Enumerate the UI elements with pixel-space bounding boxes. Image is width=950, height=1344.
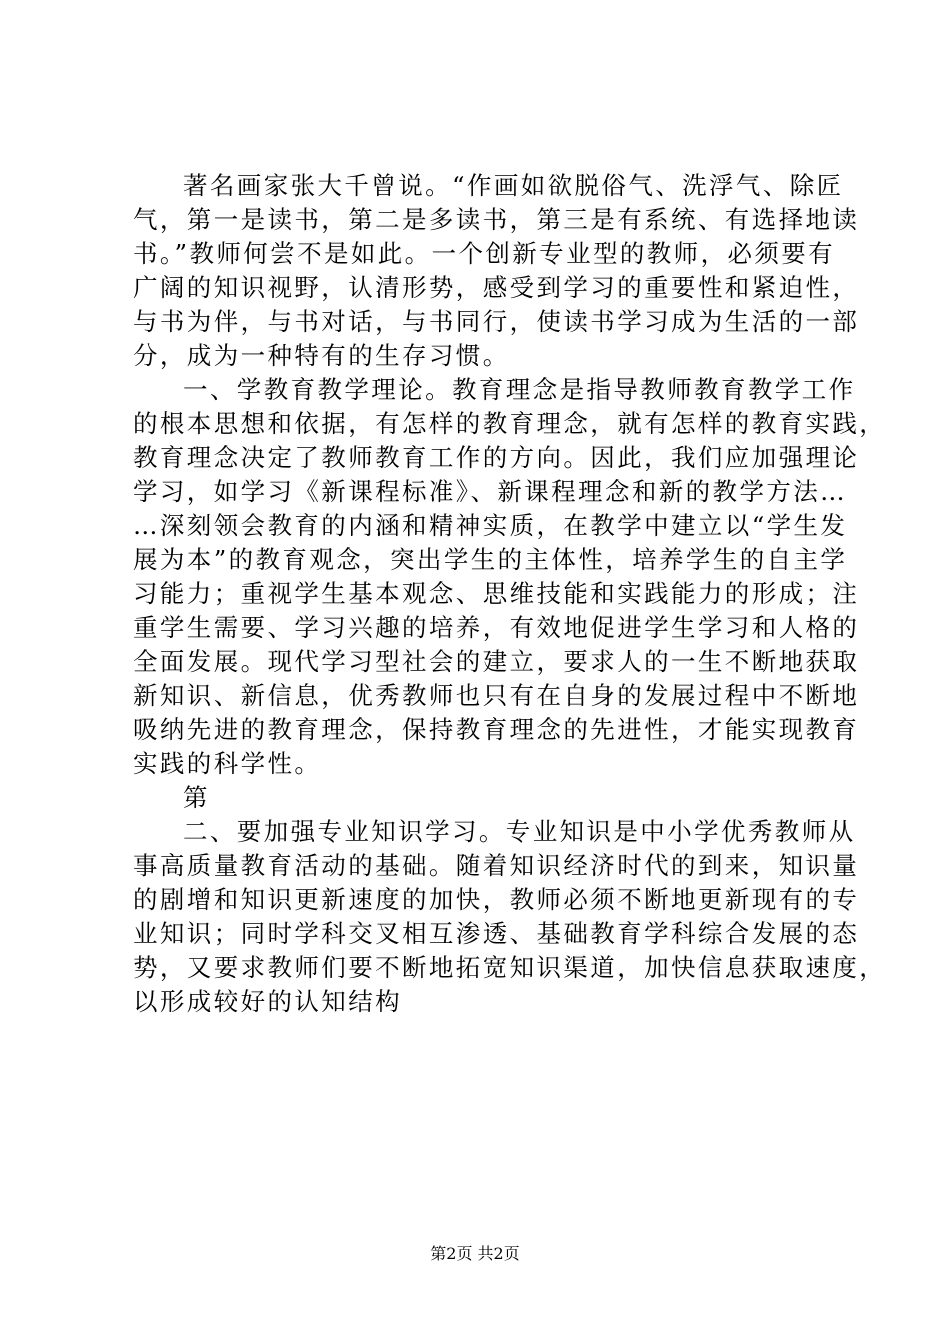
- paragraph-line: 的根本思想和依据，有怎样的教育理念，就有怎样的教育实践，: [133, 409, 887, 438]
- paragraph-line: 一、学教育教学理论。教育理念是指导教师教育教学工作: [183, 375, 856, 404]
- paragraph-line: 新知识、新信息，优秀教师也只有在自身的发展过程中不断地: [133, 681, 860, 710]
- paragraph-line: 全面发展。现代学习型社会的建立，要求人的一生不断地获取: [133, 647, 860, 676]
- paragraph-line: 学习，如学习《新课程标准》、新课程理念和新的教学方法…: [133, 477, 848, 506]
- paragraph-line: …深刻领会教育的内涵和精神实质，在教学中建立以“学生发: [133, 511, 848, 540]
- paragraph-line: 展为本”的教育观念，突出学生的主体性，培养学生的自主学: [133, 545, 848, 574]
- paragraph-line: 势，又要求教师们要不断地拓宽知识渠道，加快信息获取速度，: [133, 953, 887, 982]
- paragraph-line: 业知识；同时学科交叉相互渗透、基础教育学科综合发展的态: [133, 919, 860, 948]
- paragraph-line: 著名画家张大千曾说。“作画如欲脱俗气、洗浮气、除匠: [183, 171, 844, 200]
- paragraph-line: 气，第一是读书，第二是多读书，第三是有系统、有选择地读: [133, 205, 860, 234]
- paragraph-line: 实践的科学性。: [133, 749, 322, 778]
- paragraph-line: 吸纳先进的教育理念，保持教育理念的先进性，才能实现教育: [133, 715, 860, 744]
- paragraph-line: 重学生需要、学习兴趣的培养，有效地促进学生学习和人格的: [133, 613, 860, 642]
- paragraph-line: 第: [183, 783, 210, 812]
- paragraph-line: 习能力；重视学生基本观念、思维技能和实践能力的形成；注: [133, 579, 860, 608]
- paragraph-line: 事高质量教育活动的基础。随着知识经济时代的到来，知识量: [133, 851, 860, 880]
- paragraph-line: 与书为伴，与书对话，与书同行，使读书学习成为生活的一部: [133, 307, 860, 336]
- paragraph-line: 广阔的知识视野，认清形势，感受到学习的重要性和紧迫性，: [133, 273, 860, 302]
- paragraph-line: 书。”教师何尝不是如此。一个创新专业型的教师，必须要有: [133, 239, 836, 268]
- paragraph-line: 二、要加强专业知识学习。专业知识是中小学优秀教师从: [183, 817, 856, 846]
- page-number-footer: 第2页 共2页: [430, 1244, 520, 1263]
- paragraph-line: 以形成较好的认知结构: [133, 987, 402, 1016]
- document-body: [133, 169, 887, 1019]
- paragraph-line: 教育理念决定了教师教育工作的方向。因此，我们应加强理论: [133, 443, 860, 472]
- paragraph-line: 分，成为一种特有的生存习惯。: [133, 341, 510, 370]
- paragraph-line: 的剧增和知识更新速度的加快，教师必须不断地更新现有的专: [133, 885, 860, 914]
